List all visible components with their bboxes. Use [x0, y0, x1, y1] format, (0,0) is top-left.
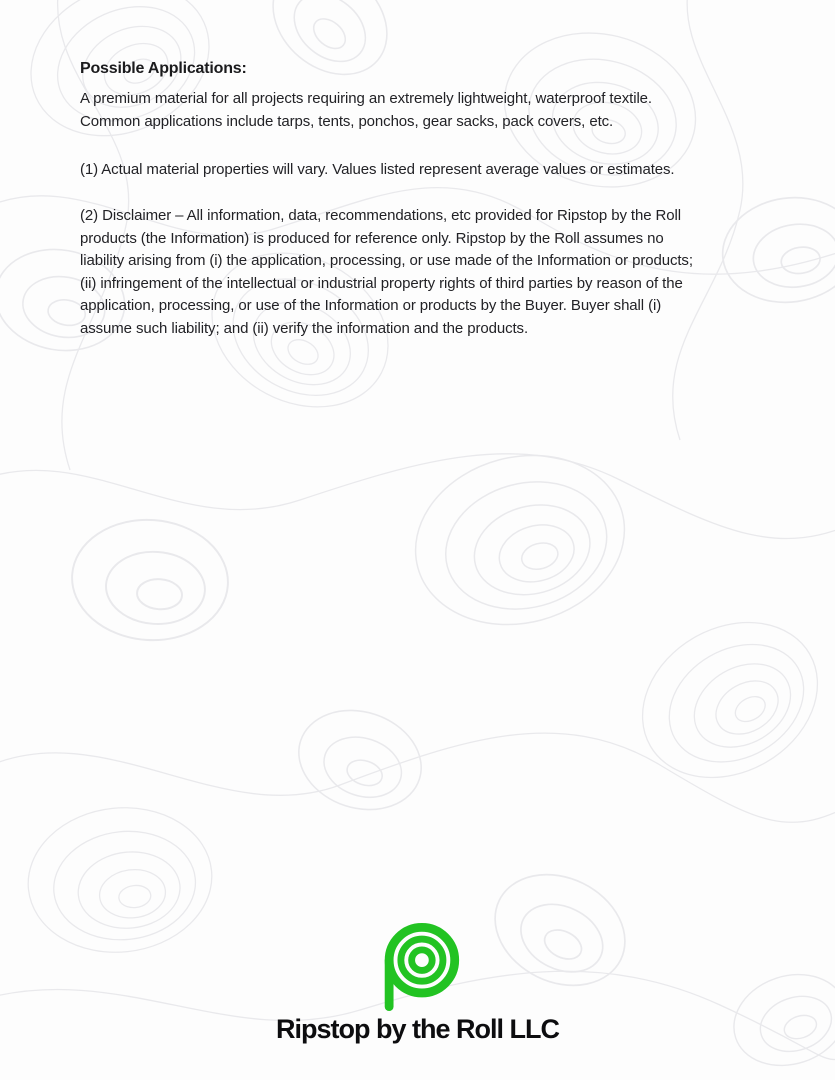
ripstop-logo-icon — [376, 921, 460, 1013]
intro-paragraph: A premium material for all projects requiring an extremely lightweight, waterproof textile. Common applications include tarps, tents, ponchos, gear sacks, pack covers, etc. — [80, 90, 652, 130]
brand-name-text: Ripstop by the Roll LLC — [276, 1014, 559, 1044]
note-1-text: (1) Actual material properties will vary. Values listed represent average values or estimates. — [80, 161, 675, 178]
possible-applications-heading: Possible Applications: — [80, 60, 247, 77]
note-2-disclaimer-text: (2) Disclaimer – All information, data, recommendations, etc provided for Ripstop by the Roll products (the Information) is produced for reference only. Ripstop by the Roll assumes no liability arising from (i) the application, processing, or use made of the Information or products; (ii) infringement of the intellectual or industrial property rights of third parties by reason of the application, processing, or use of the Information or products by the Buyer. Buyer shall (i) assume such liability; and (ii) verify the information and the products. — [80, 207, 693, 337]
